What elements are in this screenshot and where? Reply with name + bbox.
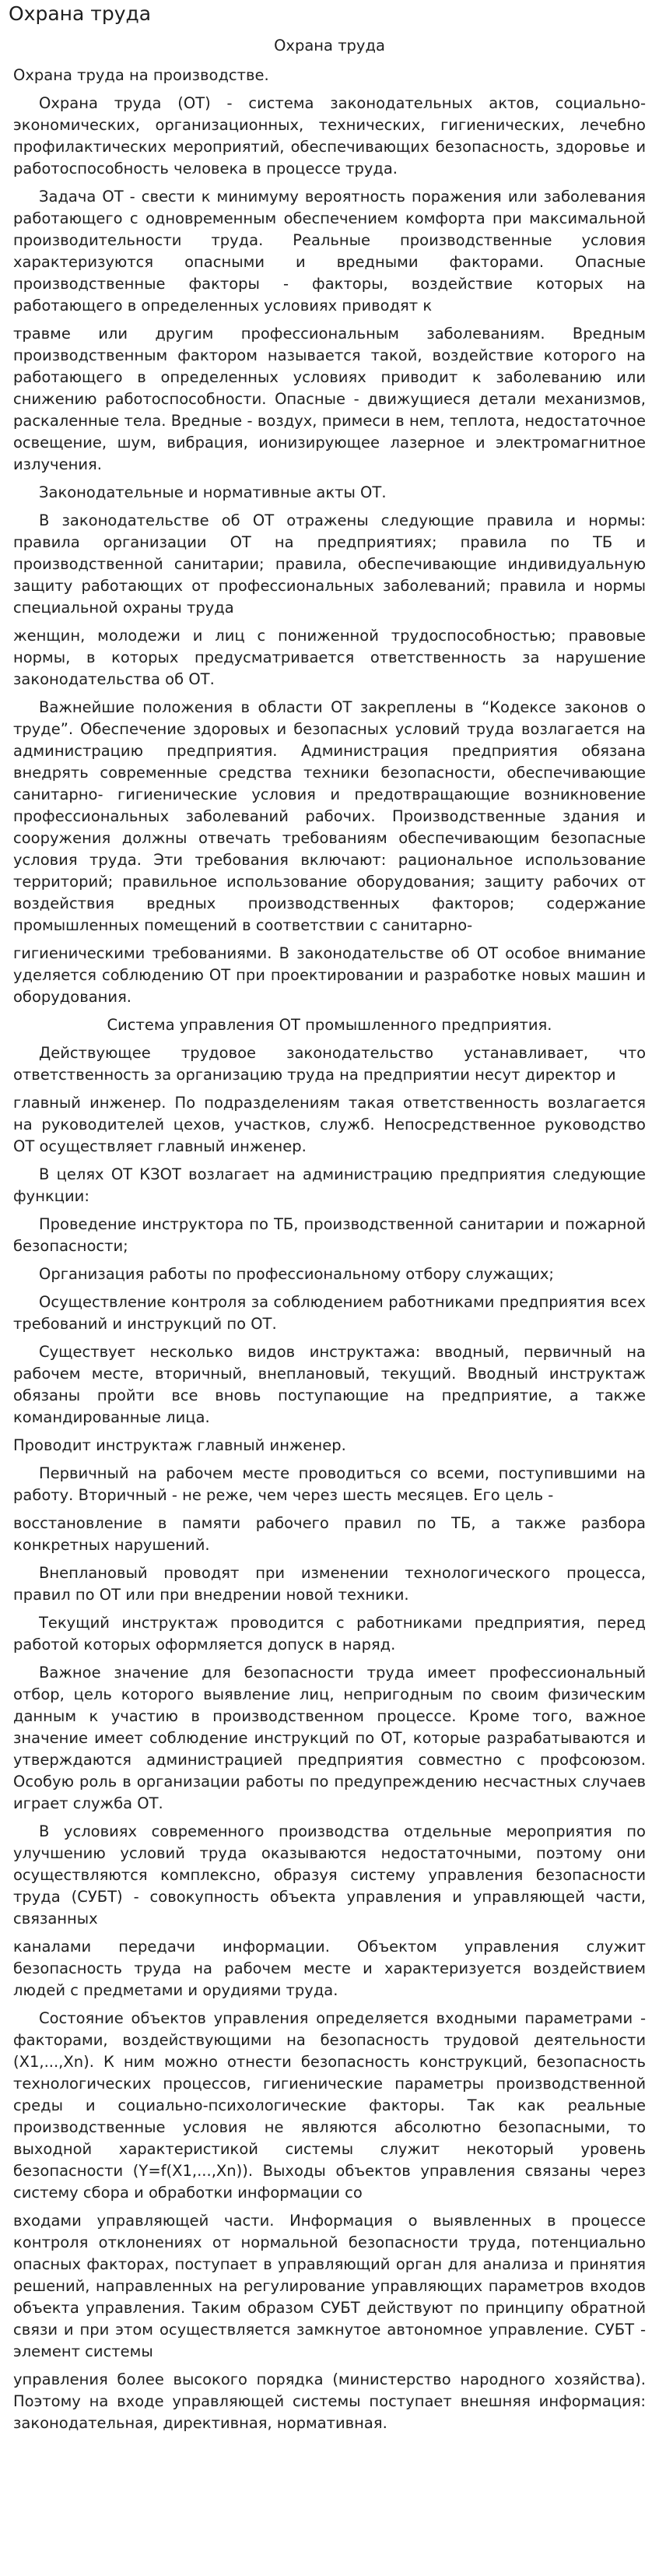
paragraph: Охрана труда на производстве. <box>13 66 269 84</box>
paragraph: травме или другим профессиональным заболеваниям. Вредным производственным фактором называется такой, воздействие которого на работающего в определенных условиях приводит к заболеванию или снижению работоспособности. Опасные - движущиеся детали механизмов, раскаленные тела. Вредные - воздух, примеси в нем, теплота, недостаточное освещение, шум, вибрация, ионизирующее лазерное и электромагнитное излучения. <box>13 325 646 473</box>
paragraph: Важное значение для безопасности труда имеет профессиональный отбор, цель которого выявление лиц, непригодным по своим физическим данным к участию в производственном процессе. Кроме того, важное значение имеет соблюдение инструкций по ОТ, которые разрабатываются и утверждаются администрацией предприятия совместно с профсоюзом. Особую роль в организации работы по предупреждению несчастных случаев играет служба ОТ. <box>13 1664 646 1812</box>
paragraph: Действующее трудовое законодательство устанавливает, что ответственность за организацию труда на предприятии несут директор и <box>13 1044 646 1084</box>
paragraph: Организация работы по профессиональному отбору служащих; <box>39 1265 554 1283</box>
paragraph: Осуществление контроля за соблюдением работниками предприятия всех требований и инструкций по ОТ. <box>13 1293 646 1333</box>
paragraph: гигиеническими требованиями. В законодательстве об ОТ особое внимание уделяется соблюдению ОТ при проектировании и разработке новых машин и оборудования. <box>13 944 646 1006</box>
paragraph: Существует несколько видов инструктажа: вводный, первичный на рабочем месте, вторичный, внеплановый, текущий. Вводный инструктаж обязаны пройти все вновь поступающие на предприятие, а также командированные лица. <box>13 1343 646 1426</box>
paragraph: Задача ОТ - свести к минимуму вероятность поражения или заболевания работающего с одновременным обеспечением комфорта при максимальной производительности труда. Реальные производственные условия характеризуются опасными и вредными факторами. Опасные производственные факторы - факторы, воздействие которых на работающего в определенных условиях приводят к <box>13 188 646 315</box>
paragraph: женщин, молодежи и лиц с пониженной трудоспособностью; правовые нормы, в которых предусматривается ответственность за нарушение законодательства об ОТ. <box>13 627 646 688</box>
paragraph: входами управляющей части. Информация о выявленных в процессе контроля отклонениях от нормальной безопасности труда, потенциально опасных факторах, поступает в управляющий орган для анализа и принятия решений, направленных на регулирование управляющих параметров входов объекта управления. Таким образом СУБТ действуют по принципу обратной связи и при этом осуществляется замкнутое автономное управление. СУБТ - элемент системы <box>13 2212 646 2360</box>
paragraph: управления более высокого порядка (министерство народного хозяйства). Поэтому на входе управляющей системы поступает внешняя информация: законодательная, директивная, нормативная. <box>13 2370 646 2432</box>
paragraph: Проведение инструктора по ТБ, производственной санитарии и пожарной безопасности; <box>13 1215 646 1255</box>
paragraph: Первичный на рабочем месте проводиться со всеми, поступившими на работу. Вторичный - не реже, чем через шесть месяцев. Его цель - <box>13 1464 646 1504</box>
paragraph: В целях ОТ КЗОТ возлагает на администрацию предприятия следующие функции: <box>13 1165 646 1205</box>
paragraph: Внеплановый проводят при изменении технологического процесса, правил по ОТ или при внедрении новой техники. <box>13 1564 646 1604</box>
paragraph: Система управления ОТ промышленного предприятия. <box>107 1016 552 1034</box>
paragraph: Проводит инструктаж главный инженер. <box>13 1436 346 1454</box>
paragraph: главный инженер. По подразделениям такая ответственность возлагается на руководителей цехов, участков, служб. Непосредственное руководство ОТ осуществляет главный инженер. <box>13 1094 646 1155</box>
paragraph: каналами передачи информации. Объектом управления служит безопасность труда на рабочем месте и характеризуется воздействием людей с предметами и орудиями труда. <box>13 1938 646 1999</box>
paragraph: Важнейшие положения в области ОТ закреплены в “Кодексе законов о труде”. Обеспечение здоровых и безопасных условий труда возлагается на администрацию предприятия. Администрация предприятия обязана внедрять современные средства техники безопасности, обеспечивающие санитарно- гигиенические условия и предотвращающие возникновение профессиональных заболеваний рабочих. Производственные здания и сооружения должны отвечать требованиям обеспечивающим безопасные условия труда. Эти требования включают: рациональное использование территорий; правильное использование оборудования; защиту рабочих от воздействия вредных производственных факторов; содержание промышленных помещений в соответствии с санитарно- <box>13 698 646 934</box>
paragraph: В законодательстве об ОТ отражены следующие правила и нормы: правила организации ОТ на предприятиях; правила по ТБ и производственной санитарии; правила, обеспечивающие индивидуальную защиту работающих от профессиональных заболеваний; правила и нормы специальной охраны труда <box>13 511 646 617</box>
paragraph: Текущий инструктаж проводится с работниками предприятия, перед работой которых оформляется допуск в наряд. <box>13 1614 646 1653</box>
paragraph: Состояние объектов управления определяется входными параметрами - факторами, воздействующими на безопасность трудовой деятельности (X1,...,Xn). К ним можно отнести безопасность конструкций, безопасность технологических процессов, гигиенические параметры производственной среды и социально-психологические факторы. Так как реальные производственные условия не являются абсолютно безопасными, то выходной характеристикой системы служит некоторый уровень безопасности (Y=f(X1,...,Xn)). Выходы объектов управления связаны через систему сбора и обработки информации со <box>13 2009 646 2202</box>
page-title: Охрана труда <box>9 2 152 25</box>
paragraph: Охрана труда (ОТ) - система законодательных актов, социально-экономических, организационных, технических, гигиенических, лечебно профилактических мероприятий, обеспечивающих безопасность, здоровье и работоспособность человека в процессе труда. <box>13 94 646 177</box>
document-center-title: Охрана труда <box>274 37 385 54</box>
paragraph: восстановление в памяти рабочего правил по ТБ, а также разбора конкретных нарушений. <box>13 1514 646 1554</box>
paragraph: В условиях современного производства отдельные мероприятия по улучшению условий труда оказываются недостаточными, поэтому они осуществляются комплексно, образуя систему управления безопасности труда (СУБТ) - совокупность объекта управления и управляющей части, связанных <box>13 1822 646 1928</box>
document-body <box>13 65 646 2434</box>
paragraph: Законодательные и нормативные акты ОТ. <box>39 483 387 501</box>
